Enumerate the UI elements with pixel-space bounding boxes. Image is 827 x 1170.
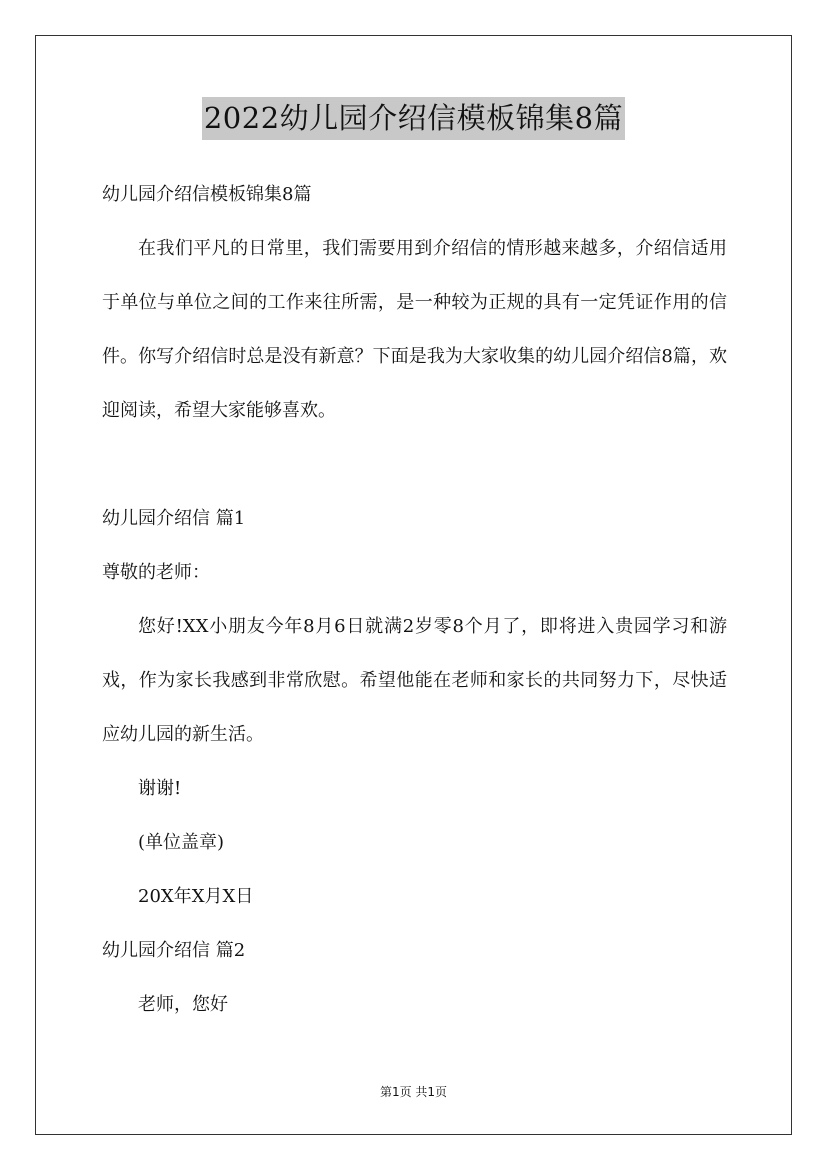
spacer [102, 438, 727, 492]
section-2-heading: 幼儿园介绍信 篇2 [102, 940, 246, 961]
section-1-salutation: 尊敬的老师： [102, 562, 210, 583]
section-1-date: 20X年X月X日 [138, 886, 254, 907]
document-title: 2022幼儿园介绍信模板锦集8篇 [202, 97, 625, 140]
document-subtitle: 幼儿园介绍信模板锦集8篇 [102, 184, 312, 205]
page-footer: 第1页 共1页 [379, 1085, 448, 1099]
section-1-body: 您好!XX小朋友今年8月6日就满2岁零8个月了，即将进入贵园学习和游戏，作为家长我感到非常欣慰。希望他能在老师和家长的共同努力下，尽快适应幼儿园的新生活。 [102, 616, 727, 745]
intro-paragraph: 在我们平凡的日常里，我们需要用到介绍信的情形越来越多，介绍信适用于单位与单位之间的工作来往所需，是一种较为正规的具有一定凭证作用的信件。你写介绍信时总是没有新意？下面是我为大家收集的幼儿园介绍信8篇，欢迎阅读，希望大家能够喜欢。 [102, 238, 727, 421]
section-2-greeting: 老师，您好 [138, 994, 228, 1015]
section-1-seal: (单位盖章) [138, 832, 225, 853]
section-1-heading: 幼儿园介绍信 篇1 [102, 508, 246, 529]
document-body [102, 168, 727, 1032]
section-1-thanks: 谢谢! [138, 778, 182, 799]
title-container [0, 97, 827, 140]
